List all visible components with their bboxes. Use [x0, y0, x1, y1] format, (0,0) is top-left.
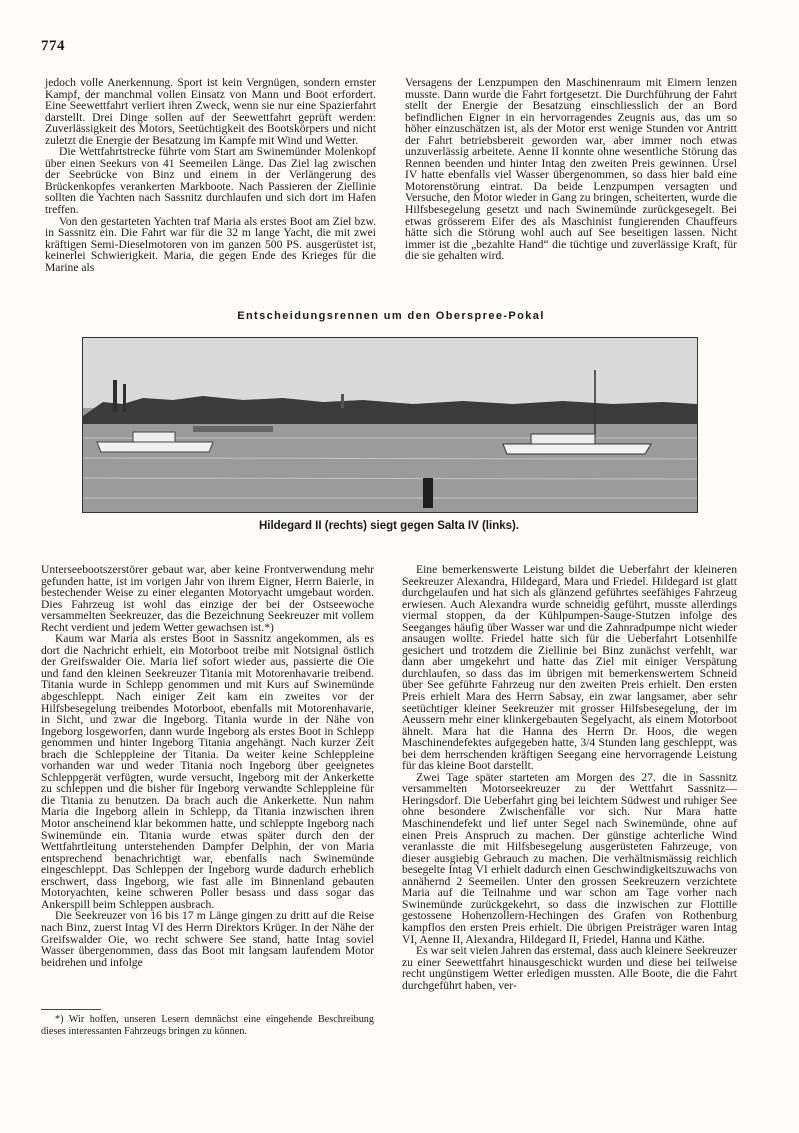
bottom-left-column	[41, 564, 374, 968]
footnote-rule	[41, 1009, 101, 1010]
section-heading: Entscheidungsrennen um den Oberspree-Pokal	[237, 310, 545, 322]
top-right-column	[405, 77, 737, 262]
top-left-column	[45, 77, 376, 273]
regatta-photo-image	[83, 338, 697, 512]
bottom-right-column	[402, 564, 737, 991]
paragraph: Es war seit vielen Jahren das erstemal, dass auch kleinere Seekreuzer zu einer Seewettfahrt hinausgeschickt wurden und diese bei teilweise recht ungünstigem Wetter erledigen mussten. Alle Boote, die die Fahrt durchgeführt haben, ver-	[402, 944, 737, 992]
paragraph: Von den gestarteten Yachten traf Maria als erstes Boot am Ziel bzw. in Sassnitz ein. Die Fahrt war für die 32 m lange Yacht, die mit zwei kräftigen Semi-Dieselmotoren von im ganzen 500 PS. ausgerüstet ist, keinerlei Schwierigkeit. Maria, die gegen Ende des Krieges für die Marine als	[45, 214, 376, 274]
page-number: 774	[41, 38, 65, 54]
paragraph: Kaum war Maria als erstes Boot in Sassnitz angekommen, als es dort die Nachricht erhielt, ein Motorboot treibe mit Notsignal östlich der Greifswalder Oie. Maria lief sofort wieder aus, passierte die Oie und fand den kleinen Seekreuzer Titania mit Motorenhavarie treibend. Titania wurde in Schlepp genommen und mit Kurs auf Swinemünde abgeschleppt. Nach einiger Zeit kam ein zweites vor der Hilfsbesegelung treibendes Motorboot, ebenfalls mit Motorenhavarie, in Sicht, und zwar die Ingeborg. Titania wurde in der Nähe von Ingeborg losgeworfen, dann wurde Ingeborg als erstes Boot in Schlepp genommen und hinter Ingeborg Titania angehängt. Nach kurzer Zeit brach die Schleppleine der Titania. Da weiter keine Schleppleine vorhanden war und weder Titania noch Ingeborg über geeignetes Schleppgerät verfügten, wurde versucht, Ingeborg mit der Ankerkette zu schleppen und die bisher für Ingeborg verwandte Schleppleine für die Titania zu benutzen. Da brach auch die Ankerkette. Nun nahm Maria die Ingeborg allein in Schlepp, da Titania inzwischen ihren Motor anscheinend klar bekommen hatte, und schleppte Ingeborg nach Swinemünde ein. Titania wurde etwas später durch den der Wettfahrtleitung unterstehenden Dampfer Delphin, der von Maria entsprechend benachrichtigt war, ebenfalls nach Swinemünde eingeschleppt. Das Schleppen der Ingeborg wurde dadurch erheblich erschwert, dass Ingeborg, wie fast alle im Binnenland gebauten Motoryachten, keine schweren Poller besass und dass sogar das Ankerspill beim Schleppen ausbrach.	[41, 632, 374, 911]
paragraph: Unterseebootszerstörer gebaut war, aber keine Frontverwendung mehr gefunden hatte, ist im vorigen Jahr von ihrem Eigner, Herrn Baierle, in bestechender Weise zu einer eleganten Motoryacht umgebaut worden. Dies Fahrzeug ist wohl das einzige der bei der Ostseewoche versammelten Seekreuzer, das die Bezeichnung Seekreuzer mit vollem Recht verdient und jedem Wetter gewachsen ist.*)	[41, 563, 374, 634]
regatta-photo	[82, 337, 698, 513]
paragraph: Die Seekreuzer von 16 bis 17 m Länge gingen zu dritt auf die Reise nach Binz, zuerst Intag VI des Herrn Direktors Krüger. In der Nähe der Greifswalder Oie, wo recht schwere See stand, hatte Intag soviel Wasser übergenommen, dass das Boot mit langsam laufendem Motor beidrehen und infolge	[41, 909, 374, 969]
footnote	[41, 1014, 374, 1037]
paragraph: Versagens der Lenzpumpen den Maschinenraum mit Eimern lenzen musste. Dann wurde die Fahrt fortgesetzt. Die Durchführung der Fahrt stellt der Energie der Besatzung einschliesslich der an Bord befindlichen Eigner in ein hervorragendes Zeugnis aus, das um so höher einzuschätzen ist, als der Motor erst wenige Stunden vor Antritt der Fahrt betriebsbereit geworden war, aber immer noch etwas unzuverlässig arbeitete. Aenne II konnte ohne wesentliche Störung das Rennen beenden und hinter Intag den zweiten Preis gewinnen. Ursel IV hatte ebenfalls viel Wasser übergenommen, so dass hier bald eine Motorenstörung eintrat. Da beide Lenzpumpen versagten und Versuche, den Motor wieder in Gang zu bringen, scheiterten, wurde die Hilfsbesegelung gesetzt und nach Swinemünde zurückgesegelt. Bei etwas grösserem Eifer des als Maschinist fungierenden Chauffeurs hätte sich die Störung wohl auch auf See beseitigen lassen. Nicht immer ist die „bezahlte Hand“ die tüchtige und zuverlässige Kraft, für die sie gehalten wird.	[405, 76, 737, 263]
paragraph: Zwei Tage später starteten am Morgen des 27. die in Sassnitz versammelten Motorseekreuzer zu der Wettfahrt Sassnitz—Heringsdorf. Die Ueberfahrt ging bei leichtem Südwest und ruhiger See ohne besondere Zwischenfälle vor sich. Nur Mara hatte Maschinendefekt und lief unter Segel nach Swinemünde, ohne auf einen Preis Anspruch zu machen. Der günstige achterliche Wind veranlasste die mit Hilfsbesegelung ausgerüsteten Fahrzeuge, von dieser ausgiebig Gebrauch zu machen. Die verhältnismässig reichlich besegelte Intag VI erhielt dadurch einen Geschwindigkeitszuwachs von annähernd 2 Seemeilen. Unter den grossen Seekreuzern verzichtete Maria auf die Teilnahme und war schon am Tage vorher nach Swinemünde zurückgekehrt, so dass die inzwischen zur Flottille gestossene Hohenzollern-Hechingen des Grafen von Rothenburg kampflos den ersten Preis erhielt. Die übrigen Preisträger waren Intag VI, Aenne II, Alexandra, Hildegard II, Friedel, Hanna und Käthe.	[402, 770, 737, 946]
photo-caption: Hildegard II (rechts) siegt gegen Salta IV (links).	[258, 520, 520, 532]
paragraph: Die Wettfahrtstrecke führte vom Start am Swinemünder Molenkopf über einen Seekurs von 41 Seemeilen Länge. Das Ziel lag zwischen der Seebrücke von Binz und einem in der Verlängerung des Brückenkopfes verankerten Markboote. Nach Passieren der Ziellinie sollten die Yachten nach Sassnitz durchlaufen und sich dort im Hafen treffen.	[45, 145, 376, 217]
footnote-text: *) Wir hoffen, unseren Lesern demnächst eine eingehende Beschreibung dieses interessanten Fahrzeugs bringen zu können.	[41, 1014, 374, 1037]
paragraph: jedoch volle Anerkennung. Sport ist kein Vergnügen, sondern ernster Kampf, der manchmal vollen Einsatz von Mann und Boot erfordert. Eine Seewettfahrt verliert ihren Zweck, wenn sie nur eine Spazierfahrt darstellt. Drei Dinge sollen auf der Seewettfahrt geprüft werden: Zuverlässigkeit des Motors, Seetüchtigkeit des Bootskörpers und nicht zuletzt die Energie der Besatzung im Kampfe mit Wind und Wetter.	[45, 76, 376, 147]
paragraph: Eine bemerkenswerte Leistung bildet die Ueberfahrt der kleineren Seekreuzer Alexandra, Hildegard, Mara und Friedel. Hildegard ist glatt durchgelaufen und hat sich als glänzend geführtes seefähiges Fahrzeug erwiesen. Auch Alexandra wurde schneidig geführt, musste allerdings viermal stoppen, da der Kühlpumpen-Sauge-Stutzen infolge des Seeganges häufig über Wasser war und die Zahnradpumpe nicht wieder ansaugen wollte. Friedel hatte sich für die Ueberfahrt Lotsenhilfe gesichert und trotzdem die Ziellinie bei Binz zunächst verfehlt, war dann aber umgekehrt und hatte das Ziel mit einiger Verspätung durchlaufen, so dass das im übrigen mit bemerkenswertem Schneid über See geführte Fahrzeug nur den zweiten Preis erhielt. Den ersten Preis erhielt Mara des Herrn Sabsay, ein zwar langsamer, aber sehr seetüchtiger kleiner Seekreuzer mit grosser Hilfsbesegelung, der im Aeussern mehr einer klinkergebauten Segelyacht, als einem Motorboot ähnelt. Mara hat die Hanna des Herrn Dr. Hoos, die wegen Maschinendefektes aufgegeben hatte, 3/4 Stunden lang geschleppt, was bei dem herrschenden kräftigen Seegang eine hervorragende Leistung für das kleine Boot darstellt.	[402, 563, 737, 773]
